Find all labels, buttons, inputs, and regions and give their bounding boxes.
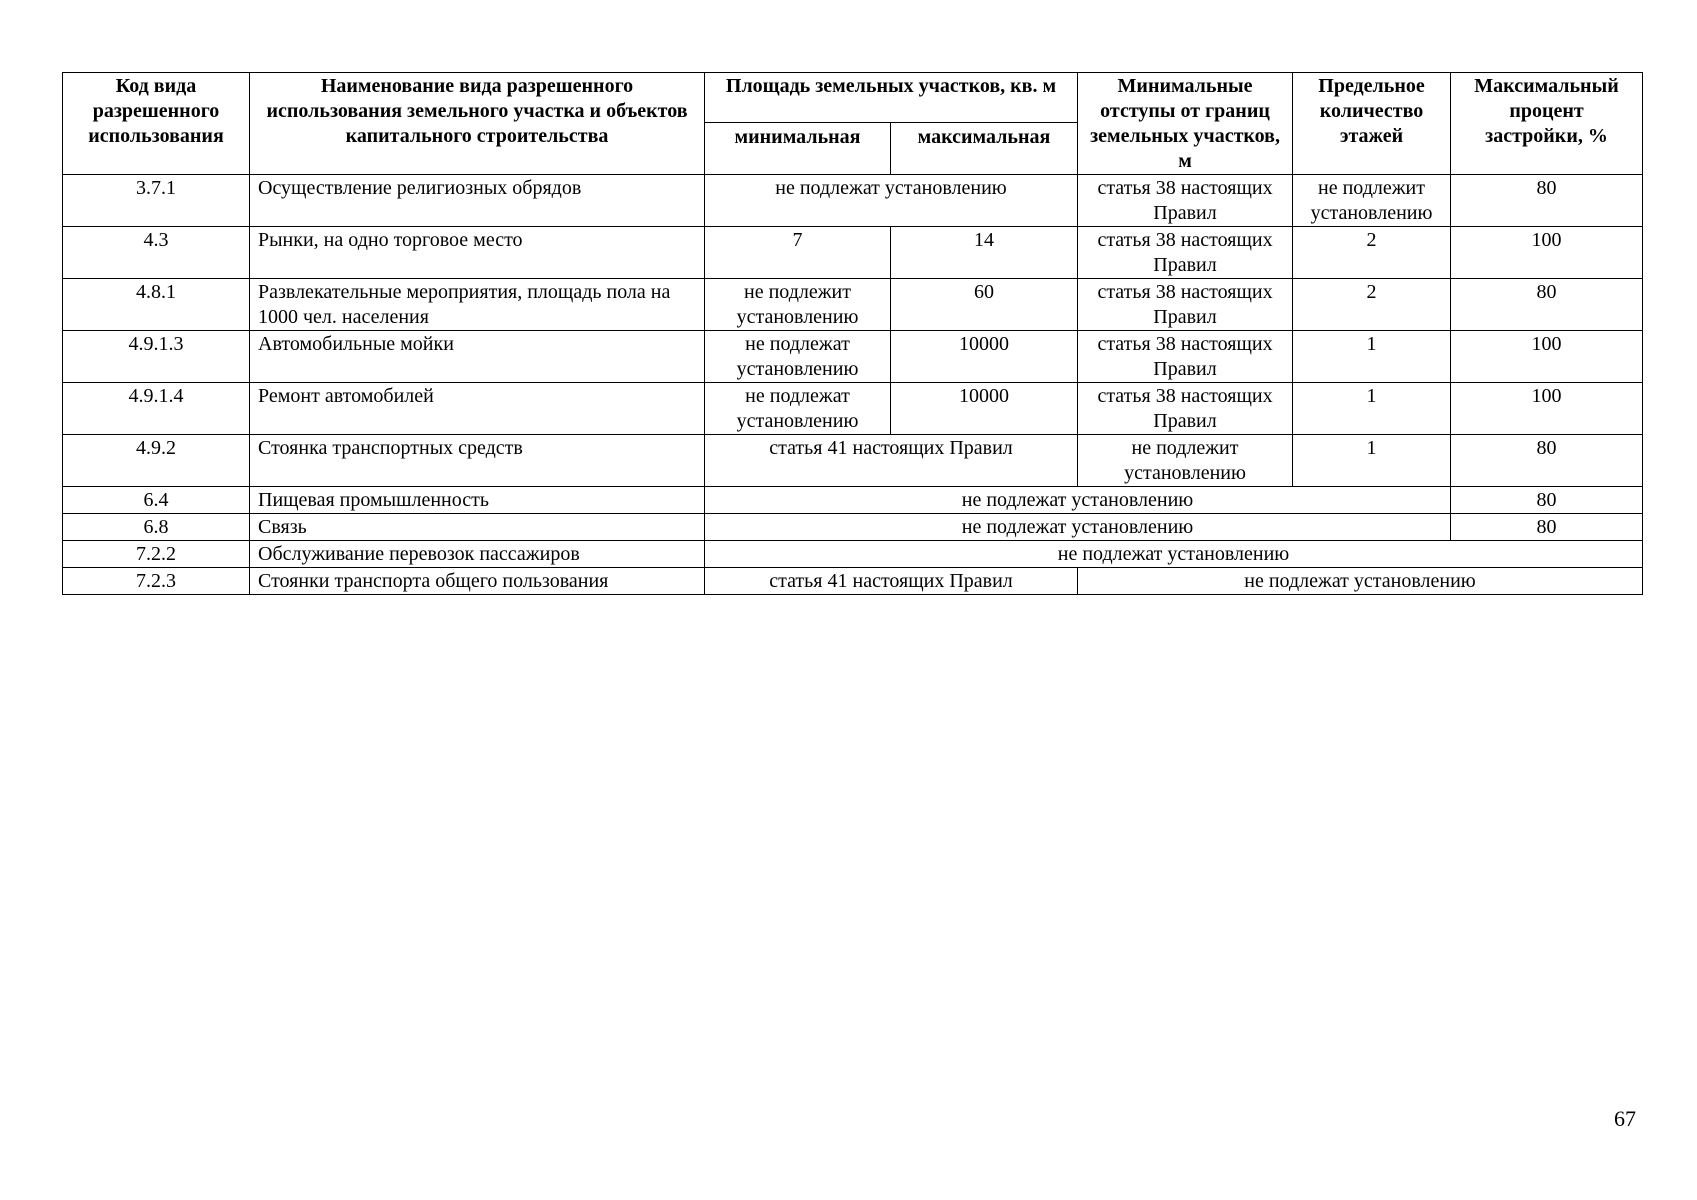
- cell-coverage: 80: [1451, 514, 1643, 541]
- cell-code: 3.7.1: [63, 175, 250, 227]
- cell-area-max: 10000: [891, 331, 1078, 383]
- cell-area-max: 14: [891, 227, 1078, 279]
- cell-area-min: не подлежат установлению: [705, 383, 891, 435]
- table-row: [63, 227, 1643, 279]
- cell-coverage: 80: [1451, 487, 1643, 514]
- header-area-max: максимальная: [891, 123, 1078, 175]
- cell-coverage: 100: [1451, 227, 1643, 279]
- cell-area: не подлежат установлению: [705, 175, 1078, 227]
- cell-area-min: не подлежит установлению: [705, 279, 891, 331]
- cell-params: не подлежат установлению: [705, 487, 1451, 514]
- cell-coverage: 80: [1451, 435, 1643, 487]
- cell-coverage: 100: [1451, 383, 1643, 435]
- cell-name: Ремонт автомобилей: [250, 383, 705, 435]
- header-coverage: Максимальный процент застройки, %: [1451, 73, 1643, 175]
- cell-floors: не подлежит установлению: [1293, 175, 1451, 227]
- cell-code: 7.2.3: [63, 568, 250, 595]
- cell-floors: 2: [1293, 227, 1451, 279]
- header-row: [63, 73, 1643, 123]
- cell-area: статья 41 настоящих Правил: [705, 568, 1078, 595]
- cell-setback: статья 38 настоящих Правил: [1078, 175, 1293, 227]
- cell-name: Рынки, на одно торговое место: [250, 227, 705, 279]
- cell-floors: 1: [1293, 331, 1451, 383]
- header-setback: Минимальные отступы от границ земельных участков, м: [1078, 73, 1293, 175]
- cell-area-max: 60: [891, 279, 1078, 331]
- cell-coverage: 80: [1451, 175, 1643, 227]
- cell-setback: не подлежит установлению: [1078, 435, 1293, 487]
- table-row: [63, 435, 1643, 487]
- cell-params: не подлежат установлению: [1078, 568, 1643, 595]
- cell-name: Развлекательные мероприятия, площадь пола на 1000 чел. населения: [250, 279, 705, 331]
- cell-params: не подлежат установлению: [705, 514, 1451, 541]
- table-row: [63, 279, 1643, 331]
- cell-setback: статья 38 настоящих Правил: [1078, 279, 1293, 331]
- header-name: Наименование вида разрешенного использования земельного участка и объектов капитального строительства: [250, 73, 705, 175]
- cell-code: 4.9.1.4: [63, 383, 250, 435]
- table-row: [63, 514, 1643, 541]
- cell-floors: 2: [1293, 279, 1451, 331]
- cell-coverage: 100: [1451, 331, 1643, 383]
- cell-name: Обслуживание перевозок пассажиров: [250, 541, 705, 568]
- table-row: [63, 383, 1643, 435]
- cell-name: Стоянка транспортных средств: [250, 435, 705, 487]
- cell-code: 4.9.2: [63, 435, 250, 487]
- cell-code: 6.4: [63, 487, 250, 514]
- cell-area: статья 41 настоящих Правил: [705, 435, 1078, 487]
- cell-area-max: 10000: [891, 383, 1078, 435]
- cell-name: Автомобильные мойки: [250, 331, 705, 383]
- cell-setback: статья 38 настоящих Правил: [1078, 383, 1293, 435]
- page-number: 67: [1614, 1106, 1636, 1131]
- cell-code: 7.2.2: [63, 541, 250, 568]
- table-row: [63, 568, 1643, 595]
- header-area-min: минимальная: [705, 123, 891, 175]
- cell-code: 4.9.1.3: [63, 331, 250, 383]
- header-area: Площадь земельных участков, кв. м: [705, 73, 1078, 123]
- cell-area-min: не подлежат установлению: [705, 331, 891, 383]
- table-row: [63, 331, 1643, 383]
- header-floors: Предельное количество этажей: [1293, 73, 1451, 175]
- cell-floors: 1: [1293, 383, 1451, 435]
- cell-name: Стоянки транспорта общего пользования: [250, 568, 705, 595]
- cell-name: Пищевая промышленность: [250, 487, 705, 514]
- table-row: [63, 175, 1643, 227]
- header-code: Код вида разрешенного использования: [63, 73, 250, 175]
- cell-params: не подлежат установлению: [705, 541, 1643, 568]
- table-row: [63, 541, 1643, 568]
- cell-area-min: 7: [705, 227, 891, 279]
- cell-code: 4.3: [63, 227, 250, 279]
- cell-name: Осуществление религиозных обрядов: [250, 175, 705, 227]
- cell-floors: 1: [1293, 435, 1451, 487]
- cell-setback: статья 38 настоящих Правил: [1078, 227, 1293, 279]
- cell-setback: статья 38 настоящих Правил: [1078, 331, 1293, 383]
- regulations-table: [62, 72, 1643, 595]
- cell-name: Связь: [250, 514, 705, 541]
- cell-code: 6.8: [63, 514, 250, 541]
- cell-coverage: 80: [1451, 279, 1643, 331]
- table-row: [63, 487, 1643, 514]
- cell-code: 4.8.1: [63, 279, 250, 331]
